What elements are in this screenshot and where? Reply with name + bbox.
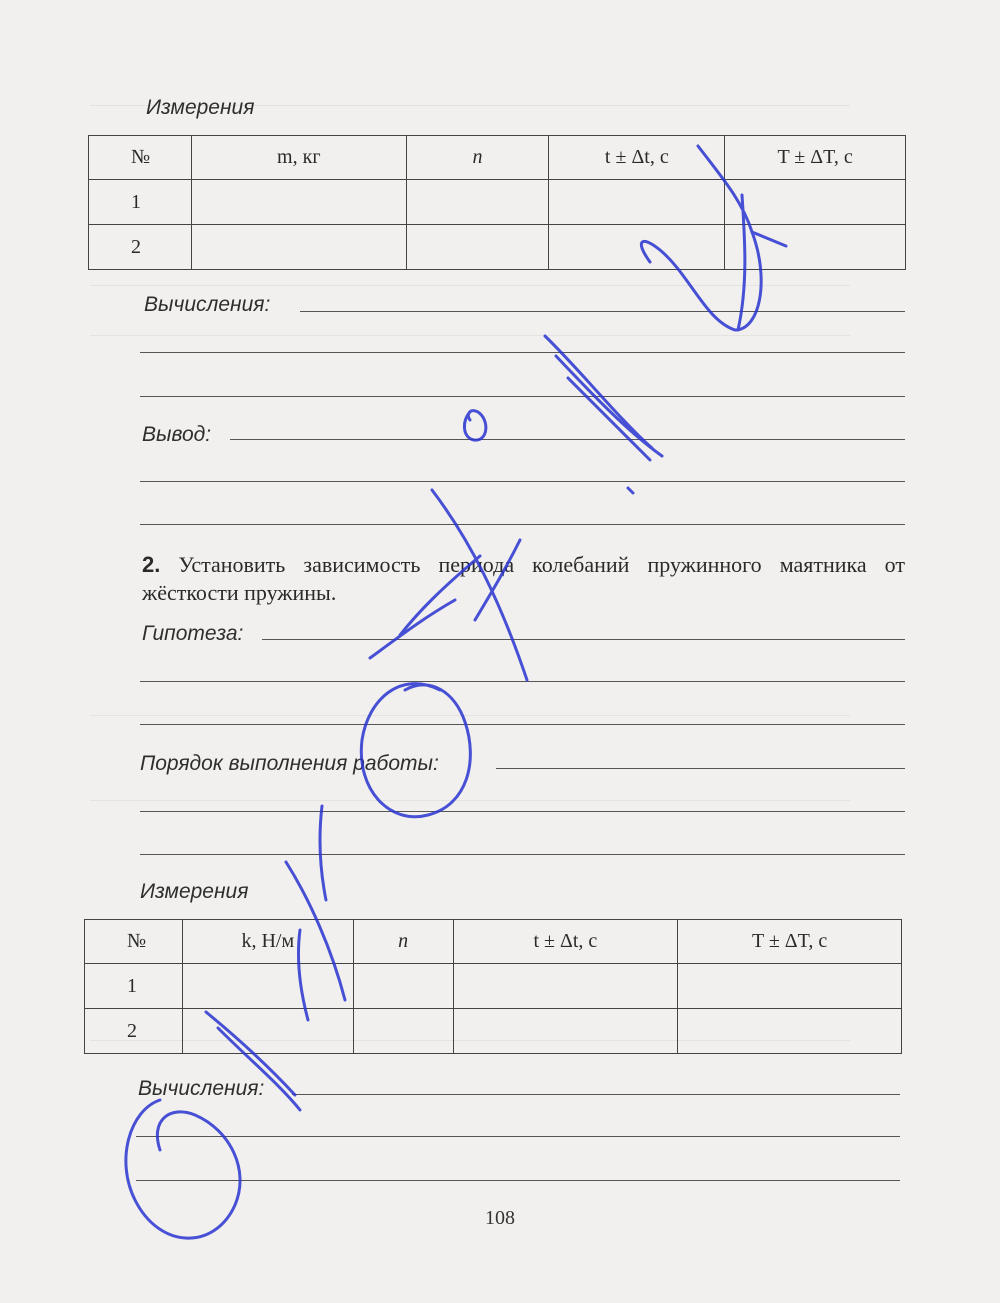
table-row <box>85 1009 902 1054</box>
table-cell[interactable] <box>191 225 406 270</box>
table-cell[interactable] <box>191 180 406 225</box>
bleed-through-line <box>90 335 850 336</box>
table-cell[interactable] <box>406 225 549 270</box>
measurements-heading-1: Измерения <box>146 96 255 119</box>
answer-line[interactable] <box>140 481 905 482</box>
answer-line[interactable] <box>136 1180 900 1181</box>
col-header-number: № <box>85 920 183 964</box>
bleed-through-line <box>90 800 850 801</box>
answer-line[interactable] <box>140 811 905 812</box>
answer-line[interactable] <box>262 639 905 640</box>
bleed-through-line <box>90 715 850 716</box>
table-cell[interactable] <box>549 225 725 270</box>
col-header-time: t ± Δt, с <box>453 920 678 964</box>
table-cell[interactable] <box>678 964 902 1009</box>
col-header-period: T ± ΔT, с <box>725 136 906 180</box>
table-cell[interactable] <box>453 1009 678 1054</box>
measurements-table-2 <box>84 919 902 1054</box>
row-number: 1 <box>85 964 183 1009</box>
answer-line[interactable] <box>140 724 905 725</box>
table-row <box>85 964 902 1009</box>
col-header-n: n <box>353 920 453 964</box>
table-cell[interactable] <box>182 1009 353 1054</box>
answer-line[interactable] <box>140 854 905 855</box>
task-text: Установить зависимость периода колебаний пружинного маятника от жёсткости пружины. <box>142 552 905 605</box>
table-cell[interactable] <box>182 964 353 1009</box>
table-cell[interactable] <box>353 964 453 1009</box>
conclusion-label: Вывод: <box>142 423 212 446</box>
answer-line[interactable] <box>300 311 905 312</box>
col-header-time: t ± Δt, с <box>549 136 725 180</box>
task-number: 2. <box>142 552 161 577</box>
table-row <box>89 225 906 270</box>
table-cell[interactable] <box>406 180 549 225</box>
answer-line[interactable] <box>140 352 905 353</box>
answer-line[interactable] <box>140 396 905 397</box>
table-header-row <box>85 920 902 964</box>
measurements-heading-2: Измерения <box>140 880 249 903</box>
calculations-label-1: Вычисления: <box>144 293 271 316</box>
bleed-through-line <box>90 285 850 286</box>
table-cell[interactable] <box>678 1009 902 1054</box>
answer-line[interactable] <box>292 1094 900 1095</box>
answer-line[interactable] <box>230 439 905 440</box>
task-2-statement <box>142 551 905 607</box>
table-cell[interactable] <box>725 225 906 270</box>
row-number: 2 <box>85 1009 183 1054</box>
col-header-number: № <box>89 136 192 180</box>
answer-line[interactable] <box>140 524 905 525</box>
hypothesis-label: Гипотеза: <box>142 622 244 645</box>
answer-line[interactable] <box>136 1136 900 1137</box>
calculations-label-2: Вычисления: <box>138 1077 265 1100</box>
table-cell[interactable] <box>549 180 725 225</box>
measurements-table-1 <box>88 135 906 270</box>
table-cell[interactable] <box>453 964 678 1009</box>
row-number: 2 <box>89 225 192 270</box>
col-header-mass: m, кг <box>191 136 406 180</box>
table-row <box>89 180 906 225</box>
procedure-label: Порядок выполнения работы: <box>140 752 439 775</box>
col-header-period: T ± ΔT, с <box>678 920 902 964</box>
col-header-n: n <box>406 136 549 180</box>
col-header-stiffness: k, Н/м <box>182 920 353 964</box>
page-number: 108 <box>485 1207 515 1229</box>
answer-line[interactable] <box>496 768 905 769</box>
table-header-row <box>89 136 906 180</box>
table-cell[interactable] <box>725 180 906 225</box>
row-number: 1 <box>89 180 192 225</box>
answer-line[interactable] <box>140 681 905 682</box>
table-cell[interactable] <box>353 1009 453 1054</box>
